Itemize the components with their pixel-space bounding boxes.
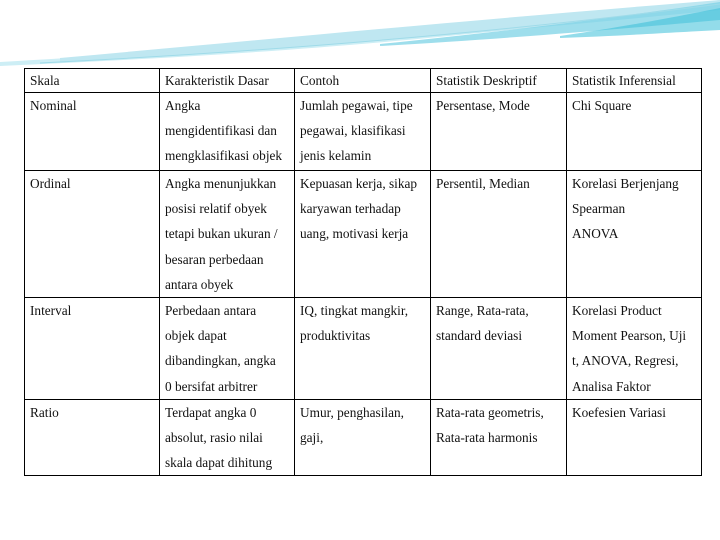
header-statistik-deskriptif: Statistik Deskriptif — [431, 69, 567, 93]
cell-line: IQ, tingkat mangkir, — [300, 303, 409, 319]
cell-line: Korelasi Berjenjang — [572, 176, 679, 191]
cell-line: objek dapat — [165, 328, 227, 344]
cell-deskriptif — [431, 298, 567, 400]
scale-table-body — [25, 69, 702, 476]
cell-inferensial — [567, 93, 702, 171]
cell-line: Analisa Faktor — [572, 378, 651, 394]
cell-line: Persentil, Median — [436, 176, 530, 191]
cell-line: jenis kelamin — [300, 148, 372, 164]
cell-line: Spearman — [572, 201, 626, 217]
table-header-row — [25, 69, 702, 93]
header-skala: Skala — [25, 69, 160, 93]
cell-line: mengidentifikasi dan — [165, 123, 277, 139]
cell-deskriptif — [431, 93, 567, 171]
cell-line: Korelasi Product — [572, 303, 662, 319]
cell-contoh — [295, 298, 431, 400]
cell-line: uang, motivasi kerja — [300, 226, 409, 242]
cell-line: standard deviasi — [436, 328, 523, 344]
cell-karakteristik — [160, 93, 295, 171]
scale-table — [24, 68, 702, 476]
cell-line: besaran perbedaan — [165, 251, 264, 267]
cell-deskriptif — [431, 171, 567, 298]
cell-line: absolut, rasio nilai — [165, 430, 263, 446]
cell-line: Range, Rata-rata, — [436, 303, 529, 319]
cell-line: Moment Pearson, Uji — [572, 328, 687, 344]
cell-contoh — [295, 93, 431, 171]
cell-line: Persentase, Mode — [436, 98, 530, 113]
header-contoh: Contoh — [295, 69, 431, 93]
cell-inferensial — [567, 171, 702, 298]
cell-line: karyawan terhadap — [300, 201, 401, 217]
cell-line: Rata-rata geometris, — [436, 404, 544, 420]
table-row — [25, 399, 702, 476]
cell-contoh — [295, 399, 431, 476]
cell-karakteristik — [160, 171, 295, 298]
cell-line: 0 bersifat arbitrer — [165, 378, 258, 394]
cell-line: gaji, — [300, 430, 324, 446]
cell-inferensial — [567, 298, 702, 400]
cell-skala — [25, 399, 160, 476]
cell-line: t, ANOVA, Regresi, — [572, 353, 679, 369]
cell-line: Kepuasan kerja, sikap — [300, 176, 418, 191]
cell-line: Jumlah pegawai, tipe — [300, 98, 413, 113]
cell-line: Terdapat angka 0 — [165, 404, 257, 420]
cell-line: Interval — [30, 303, 72, 319]
cell-line: produktivitas — [300, 328, 371, 344]
table-row — [25, 93, 702, 171]
cell-line: Chi Square — [572, 98, 632, 113]
cell-karakteristik — [160, 298, 295, 400]
cell-line: Nominal — [30, 98, 77, 113]
cell-karakteristik — [160, 399, 295, 476]
cell-line: Ordinal — [30, 176, 71, 191]
cell-line: ANOVA — [572, 226, 619, 242]
cell-line: dibandingkan, angka — [165, 353, 276, 369]
cell-line: Ratio — [30, 404, 59, 420]
cell-skala — [25, 171, 160, 298]
cell-deskriptif — [431, 399, 567, 476]
cell-line: Angka — [165, 98, 201, 113]
cell-skala — [25, 298, 160, 400]
cell-line: skala dapat dihitung — [165, 455, 273, 471]
cell-line: posisi relatif obyek — [165, 201, 267, 217]
cell-line: Rata-rata harmonis — [436, 430, 538, 446]
cell-line: Umur, penghasilan, — [300, 404, 404, 420]
cell-line: pegawai, klasifikasi — [300, 123, 406, 139]
header-karakteristik-dasar: Karakteristik Dasar — [160, 69, 295, 93]
cell-line: tetapi bukan ukuran / — [165, 226, 278, 242]
cell-line: Angka menunjukkan — [165, 176, 277, 191]
cell-line: mengklasifikasi objek — [165, 148, 283, 164]
cell-line: Koefesien Variasi — [572, 404, 666, 420]
table-row — [25, 298, 702, 400]
cell-line: Perbedaan antara — [165, 303, 257, 319]
cell-contoh — [295, 171, 431, 298]
header-statistik-inferensial: Statistik Inferensial — [567, 69, 702, 93]
cell-line: antara obyek — [165, 276, 234, 292]
cell-skala — [25, 93, 160, 171]
table-row — [25, 171, 702, 298]
cell-inferensial — [567, 399, 702, 476]
